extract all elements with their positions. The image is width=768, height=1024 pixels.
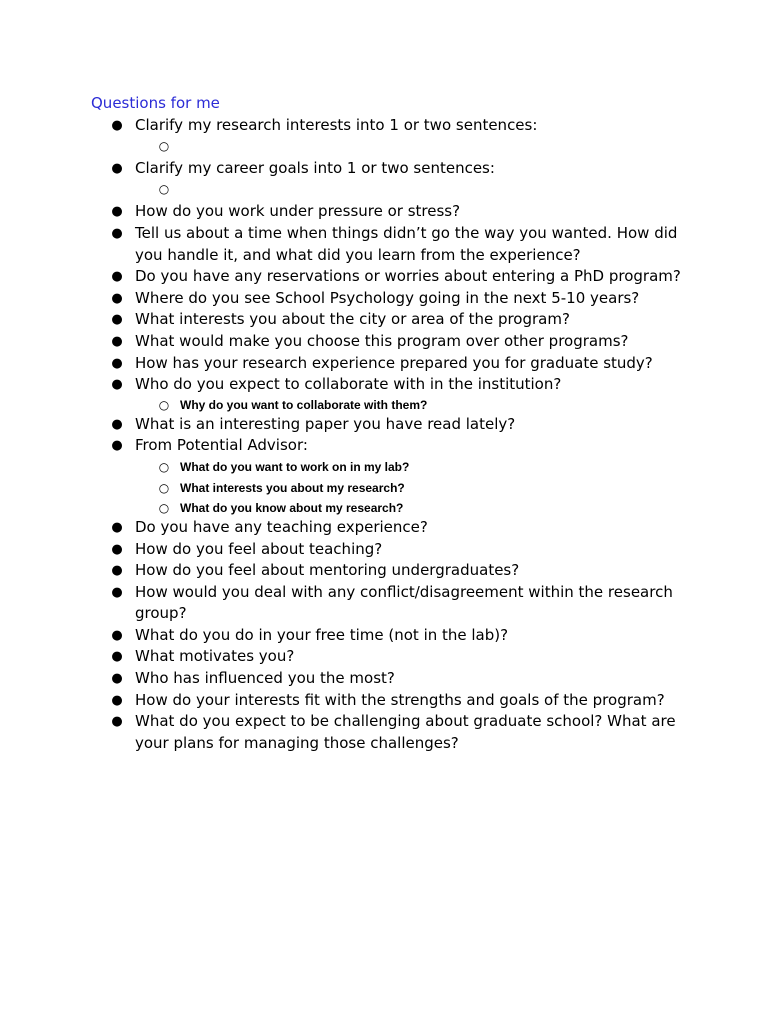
list-item-text: How would you deal with any conflict/disagreement within the research group? [135,582,673,623]
list-item [111,223,695,266]
list-item-text: Who has influenced you the most? [135,669,395,688]
bullet-icon: ● [111,438,123,454]
list-item [111,288,695,310]
question-list [111,115,695,754]
bullet-icon: ● [111,269,123,285]
list-item-text: How has your research experience prepared you for graduate study? [135,353,653,372]
bullet-icon: ● [111,333,123,349]
list-item [111,435,695,517]
sub-list-item [158,180,695,202]
bullet-icon: ● [111,204,123,220]
bullet-icon: ● [111,584,123,600]
list-item [111,668,695,690]
bullet-icon: ● [111,692,123,708]
list-item [111,414,695,436]
list-item [111,517,695,539]
sub-list [135,396,695,414]
list-item [111,646,695,668]
hollow-bullet-icon: ○ [158,138,170,153]
bullet-icon: ● [111,416,123,432]
sub-list-item [158,137,695,159]
bullet-icon: ● [111,312,123,328]
bullet-icon: ● [111,649,123,665]
sub-list-item-text: What do you want to work on in my lab? [180,459,410,474]
list-item-text: What motivates you? [135,647,295,666]
list-item [111,115,695,158]
list-item-text: What interests you about the city or area of the program? [135,310,570,329]
sub-list [135,137,695,159]
list-item [111,625,695,647]
bullet-icon: ● [111,290,123,306]
list-item [111,309,695,331]
list-item-text: Where do you see School Psychology going in the next 5-10 years? [135,288,640,307]
list-item [111,201,695,223]
list-item [111,374,695,414]
bullet-icon: ● [111,519,123,535]
bullet-icon: ● [111,118,123,133]
sub-list-item [158,457,695,478]
list-item [111,560,695,582]
list-item-text: Clarify my research interests into 1 or two sentences: [135,116,538,134]
bullet-icon: ● [111,671,123,687]
sub-list-item-text: Why do you want to collaborate with them? [180,397,428,412]
hollow-bullet-icon: ○ [158,397,170,412]
sub-list-item [158,499,695,517]
list-item-text: Tell us about a time when things didn’t go the way you wanted. How did you handle it, and what did you learn from the experience? [135,223,678,264]
list-item-text: What do you expect to be challenging about graduate school? What are your plans for managing those challenges? [135,712,676,752]
list-item-text: How do your interests fit with the strengths and goals of the program? [135,690,665,709]
hollow-bullet-icon: ○ [158,480,170,495]
list-item-text: How do you feel about teaching? [135,539,383,558]
list-item-text: How do you feel about mentoring undergraduates? [135,561,520,580]
list-item [111,690,695,712]
sub-list-item [158,396,695,414]
sub-list-item [158,478,695,499]
sub-list [135,180,695,202]
list-item-text: How do you work under pressure or stress? [135,202,461,221]
list-item-text: From Potential Advisor: [135,436,308,455]
bullet-icon: ● [111,355,123,371]
sub-list-item-text: What do you know about my research? [180,500,404,515]
hollow-bullet-icon: ○ [158,459,170,474]
list-item [111,539,695,561]
bullet-icon: ● [111,161,123,177]
bullet-icon: ● [111,377,123,393]
list-item-text: What do you do in your free time (not in the lab)? [135,625,509,644]
list-item-text: Do you have any teaching experience? [135,517,428,536]
hollow-bullet-icon: ○ [158,500,170,515]
list-item-text: What would make you choose this program over other programs? [135,331,629,350]
hollow-bullet-icon: ○ [158,181,170,196]
list-item [111,711,695,754]
list-item [111,331,695,353]
list-item [111,266,695,288]
section-heading: Questions for me [91,94,220,112]
list-item-text: Clarify my career goals into 1 or two sentences: [135,159,495,178]
bullet-icon: ● [111,714,123,730]
bullet-icon: ● [111,627,123,643]
sub-list [135,457,695,517]
list-item [111,582,695,625]
list-item-text: Do you have any reservations or worries about entering a PhD program? [135,267,681,286]
bullet-icon: ● [111,541,123,557]
list-item-text: What is an interesting paper you have read lately? [135,414,516,433]
list-item-text: Who do you expect to collaborate with in the institution? [135,375,562,394]
list-item [111,158,695,201]
bullet-icon: ● [111,225,123,241]
sub-list-item-text: What interests you about my research? [180,480,405,495]
list-item [111,353,695,375]
bullet-icon: ● [111,563,123,579]
